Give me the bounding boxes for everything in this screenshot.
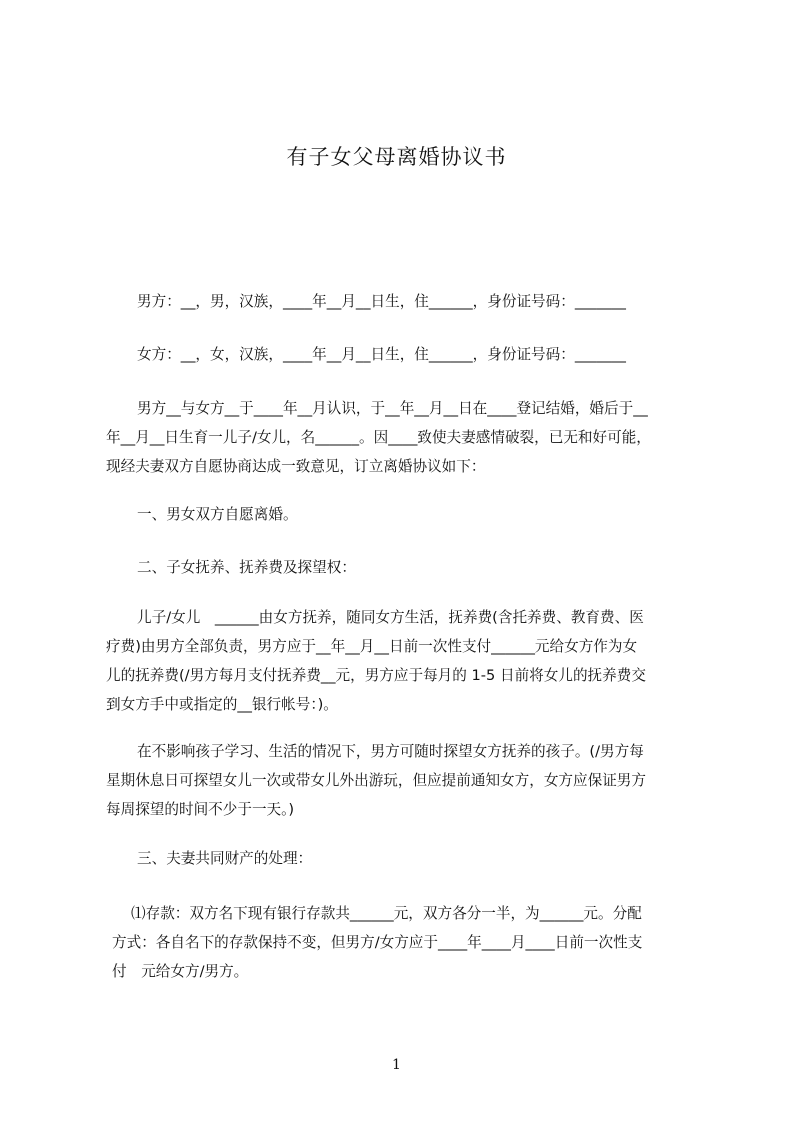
paragraph-line: 二、子女抚养、抚养费及探望权： [137, 559, 356, 576]
husband-info-paragraph [106, 287, 702, 316]
paragraph-line: 女方：__，女，汉族，____年__月__日生，住______，身份证号码：_______ [137, 346, 626, 363]
paragraph-line: 方式：各自名下的存款保持不变，但男方/女方应于____年____月____日前一次性支 [112, 934, 643, 951]
paragraph-line: 星期休息日可探望女儿一次或带女儿外出游玩，但应提前通知女方，女方应保证男方 [106, 772, 646, 789]
paragraph-line: 疗费)由男方全部负责，男方应于__年__月__日前一次性支付______元给女方作为女 [106, 638, 638, 655]
marriage-intro-paragraph [106, 394, 702, 481]
deposits-paragraph [106, 899, 702, 986]
paragraph-line: 儿的抚养费(/男方每月支付抚养费__元，男方应于每月的 1-5 日前将女儿的抚养费交 [106, 667, 646, 684]
paragraph-line: 到女方手中或指定的__银行帐号：)。 [106, 696, 338, 713]
clause-2-heading [106, 553, 702, 582]
paragraph-line: ⑴存款：双方名下现有银行存款共______元，双方各分一半，为______元。分配 [131, 905, 642, 922]
document-title: 有子女父母离婚协议书 [286, 145, 507, 169]
paragraph-line: 在不影响孩子学习、生活的情况下，男方可随时探望女方抚养的孩子。(/男方每 [137, 743, 644, 760]
paragraph-line: 每周探望的时间不少于一天。) [106, 801, 295, 818]
paragraph-line: 付 元给女方/男方。 [112, 963, 249, 980]
paragraph-line: 年__月__日生育一儿子/女儿，名______。因____致使夫妻感情破裂，已无和好可能， [106, 429, 651, 446]
paragraph-line: 男方__与女方__于____年__月认识，于__年__月__日在____登记结婚，婚后于__ [137, 400, 648, 417]
custody-paragraph [106, 603, 702, 719]
paragraph-line: 一、男女双方自愿离婚。 [137, 506, 298, 523]
wife-info-paragraph [106, 340, 702, 369]
clause-3-heading [106, 844, 702, 873]
paragraph-line: 三、夫妻共同财产的处理： [137, 850, 313, 867]
paragraph-line: 儿子/女儿 ______由女方抚养，随同女方生活，抚养费(含托养费、教育费、医 [137, 609, 644, 626]
page-number: 1 [392, 1057, 401, 1073]
visitation-paragraph [106, 737, 702, 824]
paragraph-line: 现经夫妻双方自愿协商达成一致意见，订立离婚协议如下： [106, 458, 486, 475]
paragraph-line: 男方：__，男，汉族，____年__月__日生，住______，身份证号码：_______ [137, 293, 626, 310]
clause-1-heading [106, 500, 702, 529]
